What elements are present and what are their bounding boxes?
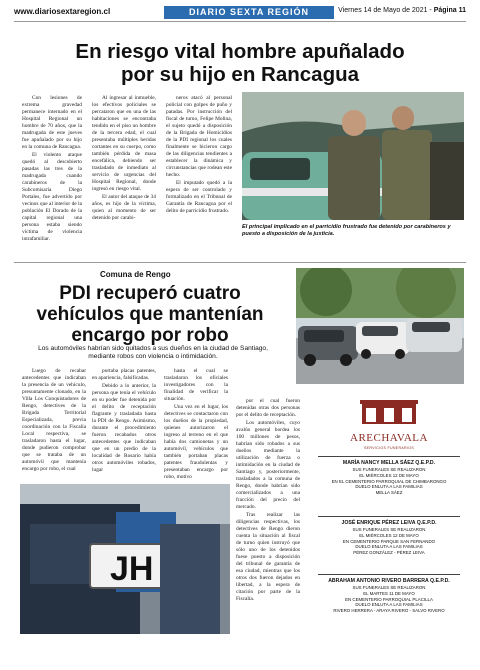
obituary-notice [318,456,460,496]
body-paragraph: Una vez en el lugar, los detectives se contactaron con los dueños de la propiedad, quienes autorizaron el ingreso al terreno en el que había dos camionetas y un automóvil, vehículos que también portaban placas patentes fraudulentas y presentaban encargo por robo, motivo [164,404,228,480]
obituary-line: EN EL CEMENTERIO PARROQUIAL DE CHIMBARONGO [331,478,447,484]
article1-photo [242,92,464,220]
article2-headline-line3: encargo por robo [71,325,229,346]
site-url[interactable]: www.diariosextaregion.cl [14,7,111,16]
obituary-line: DUELO ENLUTA A LAS FAMILIAS [355,544,423,550]
obituary-line: EL MIÉRCOLES 12 DE MAYO [359,532,419,538]
obituaries-panel [316,396,462,636]
body-paragraph: El violento ataque quedó al descubierto pasadas las tres de la madrugada cuando carabineros de la Subcomisaría Diego Portales, fue advertido por vecinos que al interior de la población El Dorado de la capital regional una persona estaba siendo víctima de violencia intrafamiliar. [22,152,82,242]
masthead: DIARIO SEXTA REGIÓN [164,6,334,19]
obituary-line: SUS FUNERALES SE REALIZARON [352,467,426,472]
article1-caption: El principal implicado en el parricidio frustrado fue detenido por carabineros y puesto a disposición de la justicia. [242,224,451,237]
page-header [14,6,466,20]
article1-col2 [92,95,156,223]
article2-dek [20,345,286,361]
body-paragraph: Con lesiones de extrema gravedad permanece internado en el Hospital Regional un hombre de 70 años, que la madrugada de este jueves fue apuñalado por su hijo en la comuna de Rancagua. [22,95,82,150]
body-paragraph: por el cual fueron detenidas otras dos personas por el delito de receptación. [236,398,300,418]
section-rule [14,262,466,263]
article2-col3 [164,368,228,482]
article1-col1 [22,95,82,244]
body-paragraph: Tras realizar las diligencias respectivas, los detectives de Rengo dieron cuenta la situación al fiscal de turno quien instruyó que sólo uno de los detenidos fuese puesto a disposición del tribunal de garantía de esa ciudad, mientras que los otros dos fueron dejados en libertad, a la espera de citación por parte de la Fiscalía. [236,512,300,602]
obituary-line: DUELO ENLUTA A LAS FAMILIAS [355,484,423,490]
obituary-name: JOSÉ ENRIQUE PÉREZ LEIVA Q.E.P.D. [341,520,437,526]
funeral-home-name: ARECHAVALA [350,432,428,444]
funeral-home-tagline: SERVICIOS FUNERARIOS [363,446,415,450]
obituary-line: PÉREZ GONZÁLEZ - PÉREZ LEIVA [353,550,425,556]
article2-col1 [22,368,86,474]
article2-dek-line1: Los automóviles habrían sido quitados a sus dueños en la ciudad de Santiago, [38,345,268,352]
obituary-line: EN CEMENTERIO PARROQUIAL PLACILLA [345,596,433,602]
article2-kicker: Comuna de Rengo [100,270,171,279]
obituary-name: MARÍA NANCY MELLA SÁEZ Q.E.P.D. [342,460,436,466]
article2-headline-line1: PDI recuperó cuatro [59,283,241,304]
recovered-vehicles-image [296,268,464,384]
body-paragraph: Los automóviles, cuyo avalúo general bordea los 100 millones de pesos, habrían sido robados a sus dueños mediante la utilización de fuerza o intimidación en la ciudad de Santiago y, posteriormente, trasladados a la comuna de Rengo, donde habrían sido comercializados a una fracción del precio del mercado. [236,420,300,510]
obituary-line: SUS FUNERALES SE REALIZARON [352,527,426,532]
obituary-line: MELLA SÁEZ [375,490,403,496]
page-number: Página 11 [433,7,466,14]
body-paragraph: Al ingresar al inmueble, los efectivos policiales se percataron que en una de las habitaciones se encontraba tendido en el piso un hombre de la tercera edad, el cual presentaba múltiples heridas cortantes en su cuerpo, como también pérdida de masa encefálica, debiendo ser trasladado de inmediato al servicio de urgencias del Hospital Regional, donde ingresó en riesgo vital. [92,95,156,192]
obituary-line: EL MIÉRCOLES 12 DE MAYO [359,472,419,478]
obituary-line: EL MARTES 11 DE MAYO [363,590,415,596]
body-paragraph: Debido a lo anterior, la persona que tenía el vehículo en su poder fue detenida por el delito de receptación flagrante y trasladada hasta la PDI de Rengo. Asimismo, durante el procedimiento fueron recabados otros antecedentes que indicaban que en un predio de la localidad de Rosario había otros automóviles robados, lugar [92,383,156,473]
article2-col2 [92,368,156,475]
body-paragraph: hasta el cual se trasladaron los oficiales investigadores con la finalidad de verificar la situación. [164,368,228,402]
arrest-scene-image [242,92,464,220]
obituary-notice [318,516,460,556]
obituary-line: RIVERO HERRERA - ARAYA RIVERO - SALVO RIVERO [333,608,445,614]
article1-headline [20,40,460,86]
body-paragraph: neros atacó al personal policial con golpes de puño y patadas. Por instrucción del fiscal de turno, Felipe Molina, el sujeto quedó a disposición de la Brigada de Homicidios de la PDI regional los cuales finalmente se hicieron cargo de las diligencias tendientes a establecer la dinámica y circunstancias que rodean este hecho. [166,95,232,178]
article2-headline [20,283,280,346]
body-paragraph: Luego de recabar antecedentes que indicaban la presencia de un vehículo, presuntamente clonado, en la Villa Los Conquistadores de Rengo, detectives de la Brigada Territorial Especializada, previa coordinación con la Fiscalía Local respectiva, se trasladaron hasta el lugar, donde pudieron comprobar que se trataba de un automóvil que mantenía encargo por robo, el cual [22,368,86,472]
article2-dek-line2: mediante robos con violencia o intimidación. [88,353,218,360]
obituary-line: SUS FUNERALES SE REALIZARON [352,585,426,590]
body-paragraph: El autor del ataque de 34 años, es hijo de la víctima, quien al momento de ser detenido por carabi- [92,194,156,221]
issue-date [338,7,466,14]
issue-date-text: Viernes 14 de Mayo de 2021 - [338,7,434,14]
obituary-line: DUELO ENLUTA A LAS FAMILIAS [355,602,423,608]
license-plate-image [20,484,230,634]
article2-headline-line2: vehículos que mantenían [36,304,264,325]
header-rule [14,21,466,22]
obituary-line: EN CEMENTERIO PARQUE SAN FERNANDO [342,538,436,544]
article1-headline-line1: En riesgo vital hombre apuñalado [75,40,405,63]
article2-col4 [236,398,300,604]
article1-headline-line2: por su hijo en Rancagua [120,63,360,86]
body-paragraph: El imputado quedó a la espera de ser controlado y formalizado en el Tribunal de Garantía de Rancagua por el delito de parricidio frustrado. [166,180,232,214]
body-paragraph: portaba placas patentes, en apariencia, falsificadas. [92,368,156,381]
svg-text:JH: JH [110,550,154,588]
article2-plate-photo [20,484,230,634]
obituary-name: ABRAHAM ANTONIO RIVERO BARRERA Q.E.P.D. [328,578,450,584]
obituary-notice [318,574,460,614]
article2-cars-photo [296,268,464,384]
article1-col3 [166,95,232,216]
